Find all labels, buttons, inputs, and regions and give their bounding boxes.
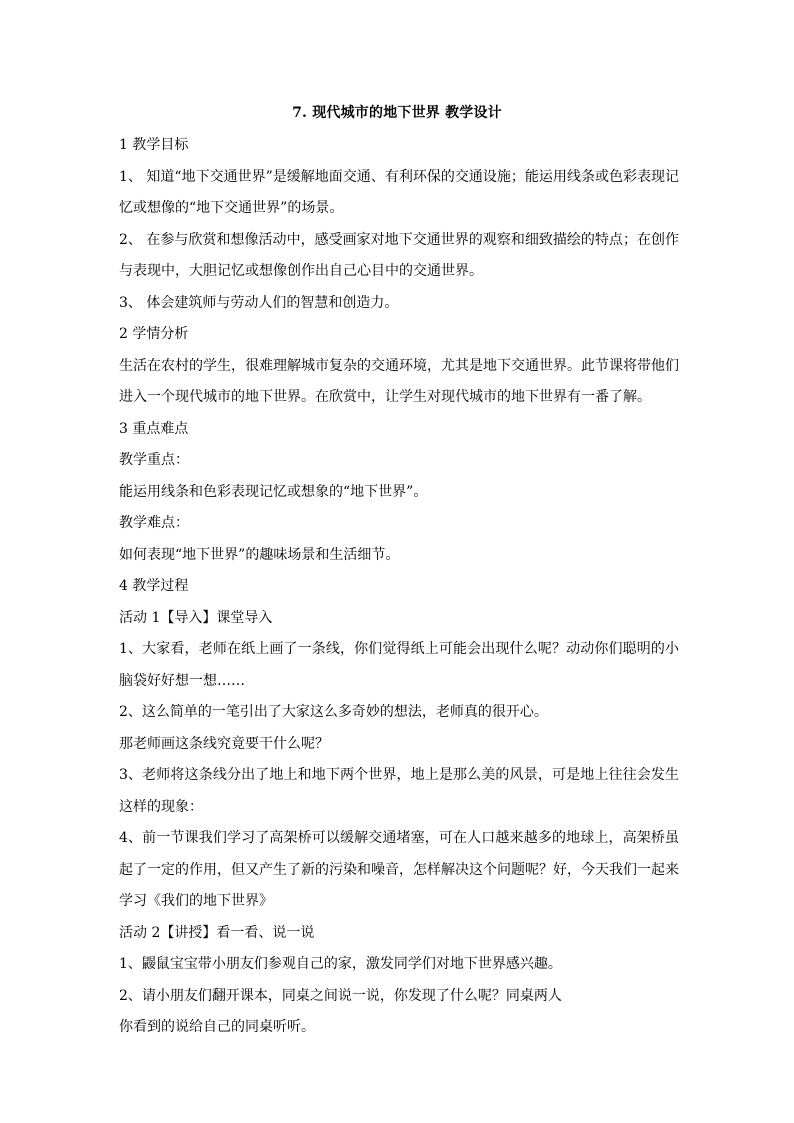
paragraph-line: 生活在农村的学生，很难理解城市复杂的交通环境，尤其是地下交通世界。此节课将带他们 <box>119 357 679 374</box>
paragraph-line: 如何表现“地下世界”的趣味场景和生活细节。 <box>119 546 400 563</box>
subheading-key-point: 教学重点： <box>119 452 189 468</box>
paragraph-line: 进入一个现代城市的地下世界。在欣赏中，让学生对现代城市的地下世界有一番了解。 <box>119 389 651 405</box>
paragraph-line: 与表现中，大胆记忆或想像创作出自己心目中的交通世界。 <box>119 263 483 279</box>
paragraph-line: 3、 体会建筑师与劳动人们的智慧和创造力。 <box>119 294 399 311</box>
paragraph-line: 2、这么简单的一笔引出了大家这么多奇妙的想法，老师真的很开心。 <box>119 704 548 720</box>
section-heading-analysis: 2 学情分析 <box>119 326 189 342</box>
paragraph-line: 2、 在参与欣赏和想像活动中，感受画家对地下交通世界的观察和细致描绘的特点；在创作 <box>119 231 679 248</box>
paragraph-line: 2、请小朋友们翻开课本，同桌之间说一说，你发现了什么呢？同桌两人 <box>119 987 562 1004</box>
paragraph-line: 1、鼹鼠宝宝带小朋友们参观自己的家，激发同学们对地下世界感兴趣。 <box>119 956 562 972</box>
paragraph-line: 这样的现象： <box>119 798 203 815</box>
paragraph-line: 那老师画这条线究竟要干什么呢？ <box>119 735 329 752</box>
paragraph-line: 学习《我们的地下世界》 <box>119 893 273 909</box>
paragraph-line: 能运用线条和色彩表现记忆或想象的“地下世界”。 <box>119 483 428 500</box>
section-heading-key-points: 3 重点难点 <box>119 420 189 437</box>
paragraph-line: 你看到的说给自己的同桌听听。 <box>119 1019 315 1035</box>
paragraph-line: 1、大家看，老师在纸上画了一条线，你们觉得纸上可能会出现什么呢？动动你们聪明的小 <box>119 641 679 657</box>
paragraph-line: 3、老师将这条线分出了地上和地下两个世界，地上是那么美的风景，可是地上往往会发生 <box>119 767 679 783</box>
document-title: 7. 现代城市的地下世界 教学设计 <box>292 105 502 121</box>
document-body <box>119 130 679 1044</box>
subheading-difficulty: 教学难点： <box>119 515 189 531</box>
activity-heading: 活动 2【讲授】看一看、说一说 <box>119 924 315 941</box>
paragraph-line: 起了一定的作用，但又产生了新的污染和噪音，怎样解决这个问题呢？好，今天我们一起来 <box>119 861 679 878</box>
paragraph-line: 4、前一节课我们学习了高架桥可以缓解交通堵塞，可在人口越来越多的地球上，高架桥虽 <box>119 830 679 846</box>
section-heading-goals: 1 教学目标 <box>119 137 189 153</box>
paragraph-line: 1、 知道“地下交通世界”是缓解地面交通、有利环保的交通设施；能运用线条或色彩表现记 <box>119 168 679 185</box>
activity-heading: 活动 1【导入】课堂导入 <box>119 609 273 626</box>
section-heading-process: 4 教学过程 <box>119 578 189 594</box>
paragraph-line: 脑袋好好想一想…… <box>119 672 245 689</box>
paragraph-line: 忆或想像的“地下交通世界”的场景。 <box>119 200 344 216</box>
